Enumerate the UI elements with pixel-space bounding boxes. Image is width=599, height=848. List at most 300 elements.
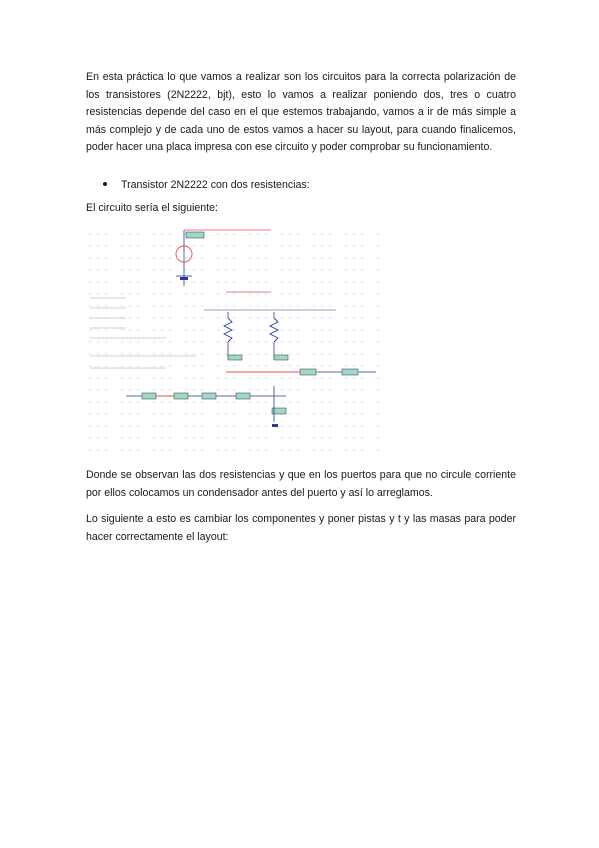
grid-dot [225,257,226,258]
grid-dot [161,329,162,330]
grid-dot [129,413,130,414]
grid-dot [97,329,98,330]
grid-dot [265,449,266,450]
grid-dot [169,425,170,426]
grid-dot [361,425,362,426]
grid-dot [321,449,322,450]
grid-dot [137,341,138,342]
grid-dot [249,449,250,450]
grid-dot [105,389,106,390]
grid-dot [313,377,314,378]
grid-dot [289,437,290,438]
grid-dot [225,353,226,354]
grid-dot [129,437,130,438]
grid-dot [361,245,362,246]
grid-dot [353,425,354,426]
grid-dot [129,317,130,318]
grid-dot [121,257,122,258]
grid-dot [281,233,282,234]
grid-dot [257,245,258,246]
grid-dot [377,269,378,270]
grid-dot [97,257,98,258]
grid-dot [329,233,330,234]
grid-dot [345,257,346,258]
grid-dot [329,293,330,294]
grid-dot [137,437,138,438]
grid-dot [257,329,258,330]
grid-dot [297,425,298,426]
grid-dot [321,257,322,258]
grid-dot [329,281,330,282]
grid-dot [257,401,258,402]
grid-dot [97,437,98,438]
grid-dot [121,377,122,378]
grid-dot [321,377,322,378]
grid-dot [345,377,346,378]
grid-dot [137,281,138,282]
grid-dot [225,413,226,414]
grid-dot [257,437,258,438]
grid-dot [289,401,290,402]
grid-dot [105,341,106,342]
grid-dot [201,365,202,366]
component-a [228,355,242,360]
grid-dot [137,293,138,294]
grid-dot [89,425,90,426]
grid-dot [121,389,122,390]
grid-dot [297,389,298,390]
grid-dot [161,401,162,402]
grid-dot [217,281,218,282]
grid-dot [129,449,130,450]
grid-dot [345,353,346,354]
grid-dot [185,353,186,354]
grid-dot [265,389,266,390]
grid-dot [161,377,162,378]
grid-dot [329,269,330,270]
grid-dot [105,305,106,306]
grid-dot [265,401,266,402]
grid-dot [161,233,162,234]
grid-dot [89,341,90,342]
grid-dot [217,341,218,342]
grid-dot [297,281,298,282]
grid-dot [353,341,354,342]
grid-dot [249,413,250,414]
grid-dot [361,233,362,234]
grid-dot [217,365,218,366]
schematic-drawing [86,226,386,458]
grid-dot [161,353,162,354]
grid-dot [153,329,154,330]
grid-dot [321,233,322,234]
grid-dot [377,281,378,282]
grid-dot [105,353,106,354]
grid-dot [217,293,218,294]
grid-dot [137,245,138,246]
grid-dot [321,245,322,246]
grid-dot [97,269,98,270]
grid-dot [161,305,162,306]
grid-dot [321,281,322,282]
grid-dot [217,317,218,318]
grid-dot [281,293,282,294]
grid-dot [193,245,194,246]
grid-dot [313,269,314,270]
grid-dot [185,389,186,390]
grid-dot [233,425,234,426]
grid-dot [153,233,154,234]
grid-dot [121,329,122,330]
grid-dot [89,377,90,378]
grid-dot [361,449,362,450]
grid-dot [281,269,282,270]
grid-dot [289,425,290,426]
grid-dot [289,269,290,270]
grid-dot [265,245,266,246]
grid-dot [169,257,170,258]
grid-dot [97,377,98,378]
grid-dot [249,425,250,426]
grid-dot [361,401,362,402]
grid-dot [361,329,362,330]
grid-dot [329,341,330,342]
grid-dot [137,305,138,306]
grid-dot [321,365,322,366]
grid-dot [313,425,314,426]
grid-dot [121,413,122,414]
grid-dot [361,353,362,354]
grid-dot [217,245,218,246]
input-comp-4 [236,393,250,399]
grid-dot [185,269,186,270]
grid-dot [137,401,138,402]
grid-dot [89,269,90,270]
grid-dot [225,449,226,450]
grid-dot [249,329,250,330]
grid-dot [217,305,218,306]
grid-dot [361,293,362,294]
grid-dot [89,233,90,234]
grid-dot [361,365,362,366]
grid-dot [153,257,154,258]
grid-dot [193,293,194,294]
grid-dot [169,233,170,234]
grid-dot [169,389,170,390]
grid-dot [313,281,314,282]
grid-dot [201,449,202,450]
grid-dot [289,233,290,234]
grid-dot [185,449,186,450]
input-capacitor [174,393,188,399]
grid-dot [217,401,218,402]
grid-dot [281,401,282,402]
grid-dot [193,329,194,330]
grid-dot [97,293,98,294]
grid-dot [225,401,226,402]
grid-dot [281,341,282,342]
grid-dot [193,437,194,438]
grid-dot [353,413,354,414]
grid-dot [265,413,266,414]
grid-dot [217,377,218,378]
grid-dot [257,233,258,234]
grid-dot [377,353,378,354]
grid-dot [257,293,258,294]
grid-dot [321,317,322,318]
grid-dot [233,329,234,330]
grid-dot [217,437,218,438]
grid-dot [201,245,202,246]
grid-dot [225,233,226,234]
grid-dot [265,269,266,270]
grid-dot [233,401,234,402]
grid-dot [289,245,290,246]
grid-dot [249,257,250,258]
grid-dot [185,413,186,414]
grid-dot [377,257,378,258]
grid-dot [249,317,250,318]
grid-dot [89,281,90,282]
grid-dot [169,317,170,318]
grid-dot [193,449,194,450]
grid-dot [289,317,290,318]
grid-dot [257,341,258,342]
grid-dot [185,425,186,426]
grid-dot [193,413,194,414]
grid-dot [105,269,106,270]
grid-dot [361,281,362,282]
grid-dot [321,353,322,354]
grid-dot [225,437,226,438]
grid-dot [233,257,234,258]
grid-dot [193,257,194,258]
grid-dot [169,449,170,450]
grid-dot [353,305,354,306]
grid-dot [169,305,170,306]
grid-dot [153,401,154,402]
grid-dot [281,365,282,366]
grid-dot [345,305,346,306]
grid-dot [297,341,298,342]
grid-dot [281,245,282,246]
grid-dot [233,305,234,306]
grid-dot [321,401,322,402]
grid-dot [201,341,202,342]
top-component [186,232,204,238]
grid-dot [297,377,298,378]
grid-dot [137,377,138,378]
grid-dot [169,377,170,378]
grid-dot [185,305,186,306]
grid-dot [297,233,298,234]
grid-dot [153,341,154,342]
output-capacitor [300,369,316,375]
grid-dot [193,269,194,270]
grid-dot [89,389,90,390]
grid-dot [153,281,154,282]
grid-dot [313,293,314,294]
grid-dot [297,329,298,330]
grid-dot [193,281,194,282]
grid-dot [289,305,290,306]
grid-dot [201,293,202,294]
grid-dot [201,281,202,282]
grid-dot [153,437,154,438]
grid-dot [105,245,106,246]
grid-dot [225,389,226,390]
grid-dot [89,353,90,354]
grid-dot [137,329,138,330]
grid-dot [161,365,162,366]
grid-dot [129,353,130,354]
grid-dot [105,293,106,294]
grid-dot [129,233,130,234]
grid-dot [313,449,314,450]
grid-dot [297,437,298,438]
grid-dot [225,281,226,282]
grid-dot [353,245,354,246]
grid-dot [377,413,378,414]
grid-dot [377,365,378,366]
grid-dot [281,449,282,450]
grid-dot [329,353,330,354]
grid-dot [313,353,314,354]
grid-dot [169,353,170,354]
grid-dot [225,305,226,306]
grid-dot [89,329,90,330]
grid-dot [185,341,186,342]
grid-dot [217,413,218,414]
grid-dot [217,389,218,390]
grid-dot [161,269,162,270]
grid-dot [185,257,186,258]
grid-dot [153,413,154,414]
grid-dot [257,413,258,414]
component-b [274,355,288,360]
grid-dot [321,341,322,342]
grid-dot [329,305,330,306]
grid-dot [217,329,218,330]
grid-dot [353,401,354,402]
grid-dot [137,389,138,390]
grid-dot [377,437,378,438]
grid-dot [313,389,314,390]
grid-dot [345,341,346,342]
grid-dot [233,353,234,354]
grid-dot [329,401,330,402]
grid-dot [153,425,154,426]
grid-dot [129,341,130,342]
grid-dot [97,233,98,234]
grid-dot [345,401,346,402]
grid-dot [233,269,234,270]
grid-dot [257,377,258,378]
grid-dot [345,425,346,426]
grid-dot [97,401,98,402]
grid-dot [97,281,98,282]
grid-dot [225,317,226,318]
grid-dot [153,305,154,306]
grid-dot [249,245,250,246]
grid-dot [105,413,106,414]
grid-dot [121,449,122,450]
grid-dot [233,233,234,234]
grid-dot [377,305,378,306]
grid-dot [297,257,298,258]
grid-dot [121,245,122,246]
grid-dot [129,377,130,378]
grid-dot [313,341,314,342]
grid-dot [281,281,282,282]
grid-dot [121,293,122,294]
grid-dot [329,449,330,450]
grid-dot [313,401,314,402]
grid-dot [289,257,290,258]
grid-dot [169,437,170,438]
grid-dot [377,245,378,246]
grid-dot [281,329,282,330]
grid-dot [321,329,322,330]
grid-dot [225,329,226,330]
grid-dot [353,437,354,438]
grid-dot [329,389,330,390]
grid-dot [201,377,202,378]
grid-dot [361,257,362,258]
grid-dot [249,305,250,306]
grid-dot [353,257,354,258]
grid-dot [129,269,130,270]
grid-dot [105,437,106,438]
grid-dot [233,281,234,282]
grid-dot [161,413,162,414]
grid-dot [97,341,98,342]
grid-dot [289,329,290,330]
grid-dot [281,317,282,318]
grid-dot [345,317,346,318]
grid-dot [265,233,266,234]
grid-dot [345,389,346,390]
grid-dot [353,449,354,450]
grid-dot [249,401,250,402]
grid-dot [361,341,362,342]
grid-dot [121,401,122,402]
grid-dot [297,269,298,270]
grid-dot [321,305,322,306]
bullet-item [103,177,310,194]
grid-dot [129,401,130,402]
grid-dot [281,353,282,354]
grid-dot [129,389,130,390]
grid-dot [353,389,354,390]
grid-dot [129,365,130,366]
grid-dot [193,365,194,366]
grid-dot [233,377,234,378]
grid-dot [257,281,258,282]
grid-dot [321,425,322,426]
grid-dot [105,281,106,282]
next-step-paragraph: Lo siguiente a esto es cambiar los componentes y poner pistas y t y las masas para poder hacer correctamente el layout: [86,513,516,543]
grid-dot [329,437,330,438]
grid-dot [201,257,202,258]
grid-dot [193,377,194,378]
grid-dot [265,377,266,378]
grid-dot [281,425,282,426]
grid-dot [193,341,194,342]
grid-dot [257,269,258,270]
grid-dot [185,365,186,366]
grid-dot [289,293,290,294]
